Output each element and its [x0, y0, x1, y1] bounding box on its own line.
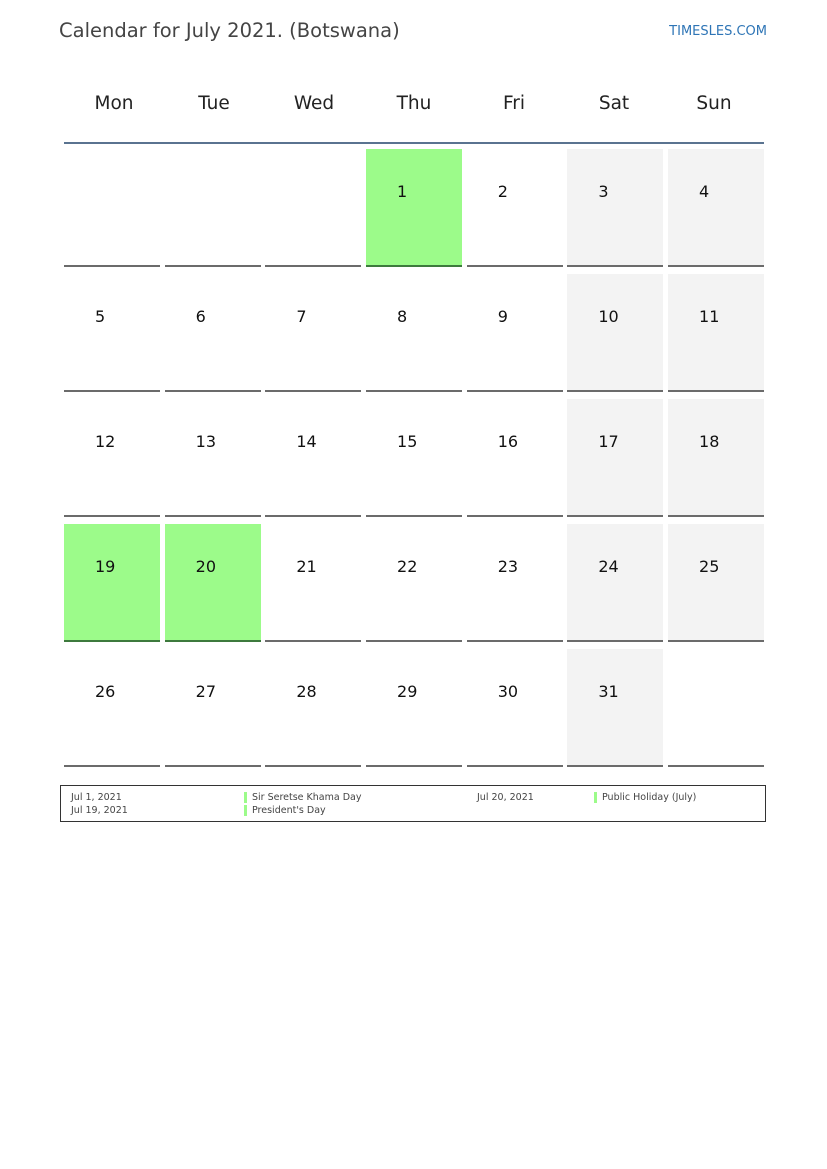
day-cell[interactable] [366, 399, 462, 517]
day-cell[interactable] [165, 274, 261, 392]
day-cell[interactable] [165, 649, 261, 767]
legend-date-2: Jul 19, 2021 [71, 805, 128, 816]
day-number: 25 [699, 557, 720, 576]
day-number: 8 [397, 307, 408, 326]
week-row [64, 399, 764, 524]
calendar-grid [64, 76, 764, 774]
day-number: 12 [95, 432, 116, 451]
day-cell[interactable] [64, 524, 160, 642]
weekday-thu: Thu [396, 93, 432, 114]
day-number: 18 [699, 432, 720, 451]
week-row [64, 149, 764, 274]
day-number: 20 [195, 557, 217, 576]
day-number: 13 [195, 432, 217, 451]
day-cell[interactable] [366, 149, 462, 267]
day-number: 30 [497, 682, 519, 701]
weekday-sun: Sun [696, 93, 732, 114]
day-cell[interactable] [265, 524, 361, 642]
day-cell[interactable] [668, 399, 764, 517]
day-number: 10 [598, 307, 619, 326]
day-cell[interactable] [366, 274, 462, 392]
day-cell[interactable] [668, 274, 764, 392]
day-number: 11 [699, 307, 720, 326]
legend-date-3: Jul 20, 2021 [477, 792, 534, 803]
day-number: 5 [95, 307, 106, 326]
day-cell-empty [165, 149, 261, 267]
day-cell[interactable] [467, 149, 563, 267]
day-number: 19 [95, 557, 116, 576]
day-number: 14 [296, 432, 317, 451]
day-number: 3 [598, 182, 609, 201]
week-row [64, 649, 764, 774]
day-number: 16 [497, 432, 519, 451]
day-number: 22 [397, 557, 418, 576]
day-cell[interactable] [567, 274, 663, 392]
day-number: 9 [497, 307, 508, 326]
day-number: 1 [397, 182, 408, 201]
day-cell[interactable] [265, 649, 361, 767]
day-cell[interactable] [567, 399, 663, 517]
weekday-tue: Tue [198, 93, 230, 114]
day-cell[interactable] [265, 399, 361, 517]
day-number: 15 [397, 432, 418, 451]
day-cell[interactable] [567, 149, 663, 267]
day-number: 4 [699, 182, 710, 201]
day-cell[interactable] [567, 524, 663, 642]
day-number: 21 [296, 557, 317, 576]
day-cell[interactable] [467, 649, 563, 767]
day-number: 29 [397, 682, 418, 701]
day-cell-empty [64, 149, 160, 267]
legend-name-2: President's Day [252, 805, 326, 816]
day-number: 27 [195, 682, 217, 701]
day-cell[interactable] [366, 649, 462, 767]
day-number: 31 [598, 682, 619, 701]
day-cell[interactable] [366, 524, 462, 642]
legend-name-3: Public Holiday (July) [602, 792, 697, 803]
day-number: 28 [296, 682, 317, 701]
day-number: 17 [598, 432, 619, 451]
day-cell[interactable] [165, 524, 261, 642]
day-number: 7 [296, 307, 307, 326]
day-cell[interactable] [265, 274, 361, 392]
day-cell[interactable] [64, 399, 160, 517]
site-link[interactable]: TIMESLES.COM [669, 24, 767, 39]
day-cell-empty [668, 649, 764, 767]
day-cell[interactable] [567, 649, 663, 767]
day-cell[interactable] [467, 399, 563, 517]
holiday-legend [60, 785, 766, 822]
weekday-mon: Mon [94, 93, 134, 114]
day-number: 23 [497, 557, 519, 576]
weeks-container [64, 149, 764, 774]
legend-name-1: Sir Seretse Khama Day [252, 792, 362, 803]
weekday-sat: Sat [598, 93, 630, 114]
day-cell[interactable] [467, 524, 563, 642]
weekday-header [64, 76, 764, 144]
day-cell[interactable] [64, 649, 160, 767]
day-number: 24 [598, 557, 619, 576]
day-cell[interactable] [668, 149, 764, 267]
week-row [64, 524, 764, 649]
day-cell[interactable] [467, 274, 563, 392]
day-number: 6 [195, 307, 206, 326]
day-number: 26 [95, 682, 116, 701]
day-cell-empty [265, 149, 361, 267]
legend-color-1 [244, 792, 247, 803]
weekday-fri: Fri [502, 93, 526, 114]
weekday-wed: Wed [293, 93, 335, 114]
legend-color-3 [594, 792, 597, 803]
day-cell[interactable] [165, 399, 261, 517]
page-title: Calendar for July 2021. (Botswana) [59, 19, 400, 42]
legend-date-1: Jul 1, 2021 [71, 792, 122, 803]
week-row [64, 274, 764, 399]
day-cell[interactable] [64, 274, 160, 392]
legend-color-2 [244, 805, 247, 816]
day-cell[interactable] [668, 524, 764, 642]
day-number: 2 [497, 182, 508, 201]
